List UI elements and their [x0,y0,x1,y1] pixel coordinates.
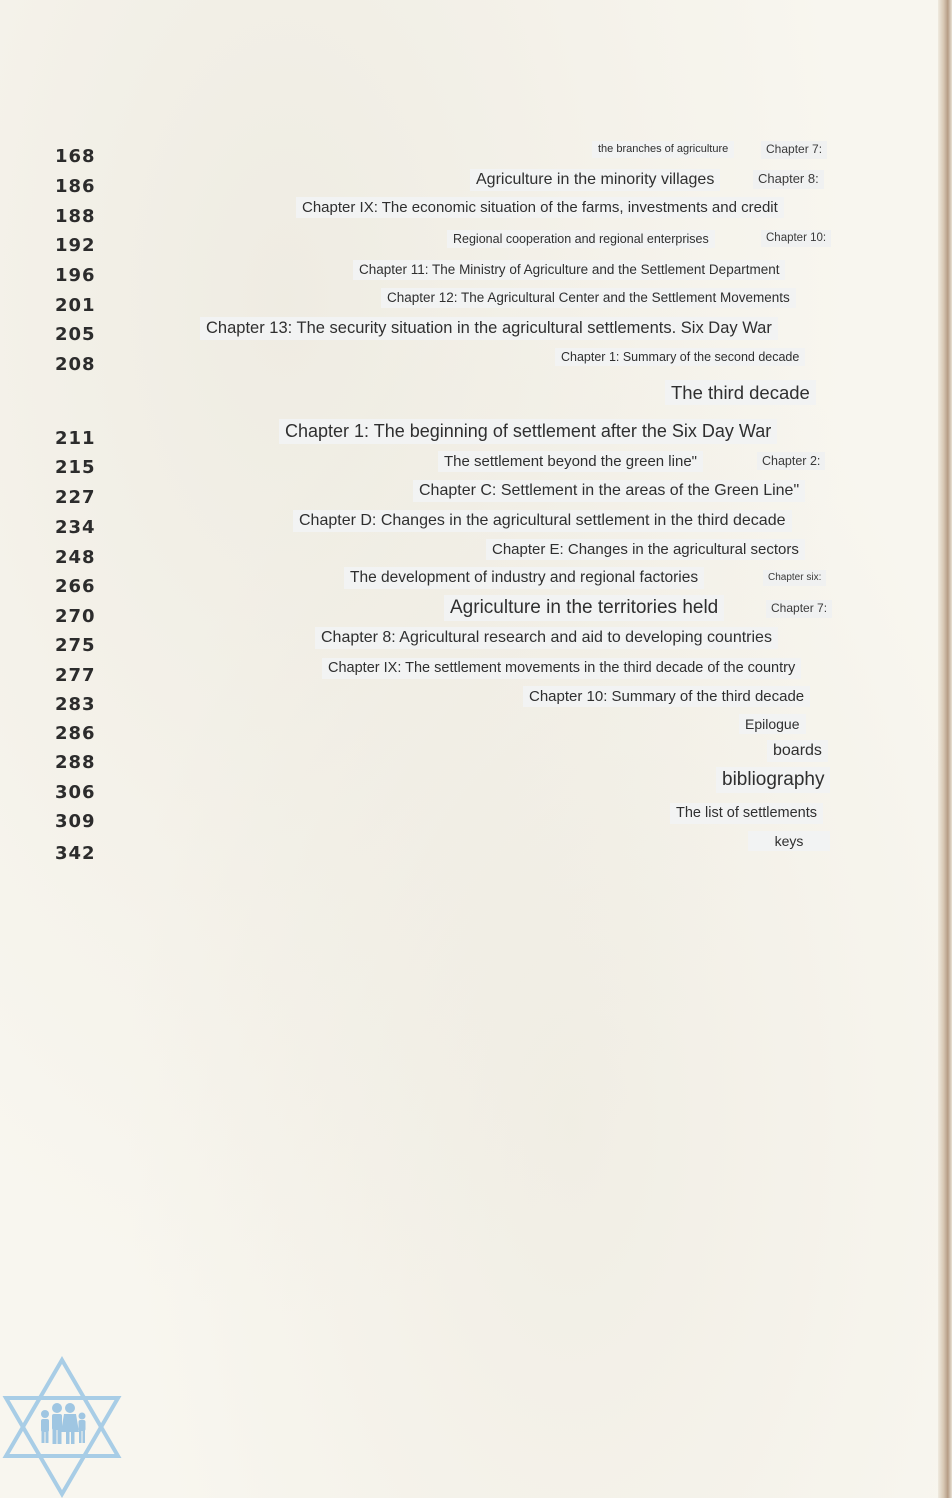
page-number: 168 [55,146,96,167]
chapter-tag: Chapter 10: [761,230,831,247]
chapter-tag: Chapter 7: [761,141,827,159]
page-number: 205 [55,324,96,345]
toc-entry: Chapter 12: The Agricultural Center and the Settlement Movements [381,288,796,308]
toc-entry: Agriculture in the territories held [444,595,724,621]
chapter-tag: Chapter 7: [766,600,832,618]
page-number: 234 [55,517,96,538]
page-number: 211 [55,428,96,449]
chapter-tag: Chapter 2: [757,452,825,470]
toc-entry: the branches of agriculture [592,141,734,158]
toc-entry: Chapter D: Changes in the agricultural settlement in the third decade [293,510,792,532]
toc-entry: Chapter C: Settlement in the areas of the Green Line" [413,480,805,502]
toc-entry: boards [767,740,828,762]
toc-entry: Chapter IX: The economic situation of the farms, investments and credit [296,197,784,218]
toc-entry: keys [748,831,830,851]
toc-entry: Chapter 10: Summary of the third decade [523,686,810,707]
toc-entry: Regional cooperation and regional enterprises [447,230,715,248]
page-number: 277 [55,665,96,686]
page-number: 188 [55,206,96,227]
toc-entry: The development of industry and regional factories [344,567,704,589]
toc-entry: The settlement beyond the green line" [438,451,703,472]
page-number: 196 [55,265,96,286]
toc-entry: Chapter 1: Summary of the second decade [555,348,805,366]
toc-entry: The list of settlements [670,803,823,824]
star-of-david-family-icon [0,1356,124,1498]
page-number: 208 [55,354,96,375]
page-number: 266 [55,576,96,597]
toc-entry: Agriculture in the minority villages [470,169,720,191]
page-number: 215 [55,457,96,478]
toc-entry: Chapter 11: The Ministry of Agriculture and the Settlement Department [353,260,785,280]
book-spine-edge [938,0,952,1498]
page-number: 283 [55,694,96,715]
page-number: 186 [55,176,96,197]
page-number: 270 [55,606,96,627]
toc-entry: bibliography [716,767,830,793]
page-number: 309 [55,811,96,832]
section-heading: The third decade [665,380,816,405]
toc-entry: Chapter IX: The settlement movements in the third decade of the country [322,658,801,679]
toc-entry: Chapter E: Changes in the agricultural sectors [486,539,805,560]
toc-entry: Epilogue [739,714,806,734]
toc-entry: Chapter 8: Agricultural research and aid to developing countries [315,627,778,649]
page-number: 288 [55,752,96,773]
page-number: 342 [55,843,96,864]
chapter-tag: Chapter 8: [753,170,824,189]
page-number: 201 [55,295,96,316]
page-number: 286 [55,723,96,744]
page-number: 248 [55,547,96,568]
toc-entry: Chapter 1: The beginning of settlement after the Six Day War [279,419,777,444]
page-number: 227 [55,487,96,508]
toc-entry: Chapter 13: The security situation in the agricultural settlements. Six Day War [200,317,778,340]
chapter-tag: Chapter six: [763,570,826,586]
page-number: 275 [55,635,96,656]
page-number: 306 [55,782,96,803]
page-number: 192 [55,235,96,256]
